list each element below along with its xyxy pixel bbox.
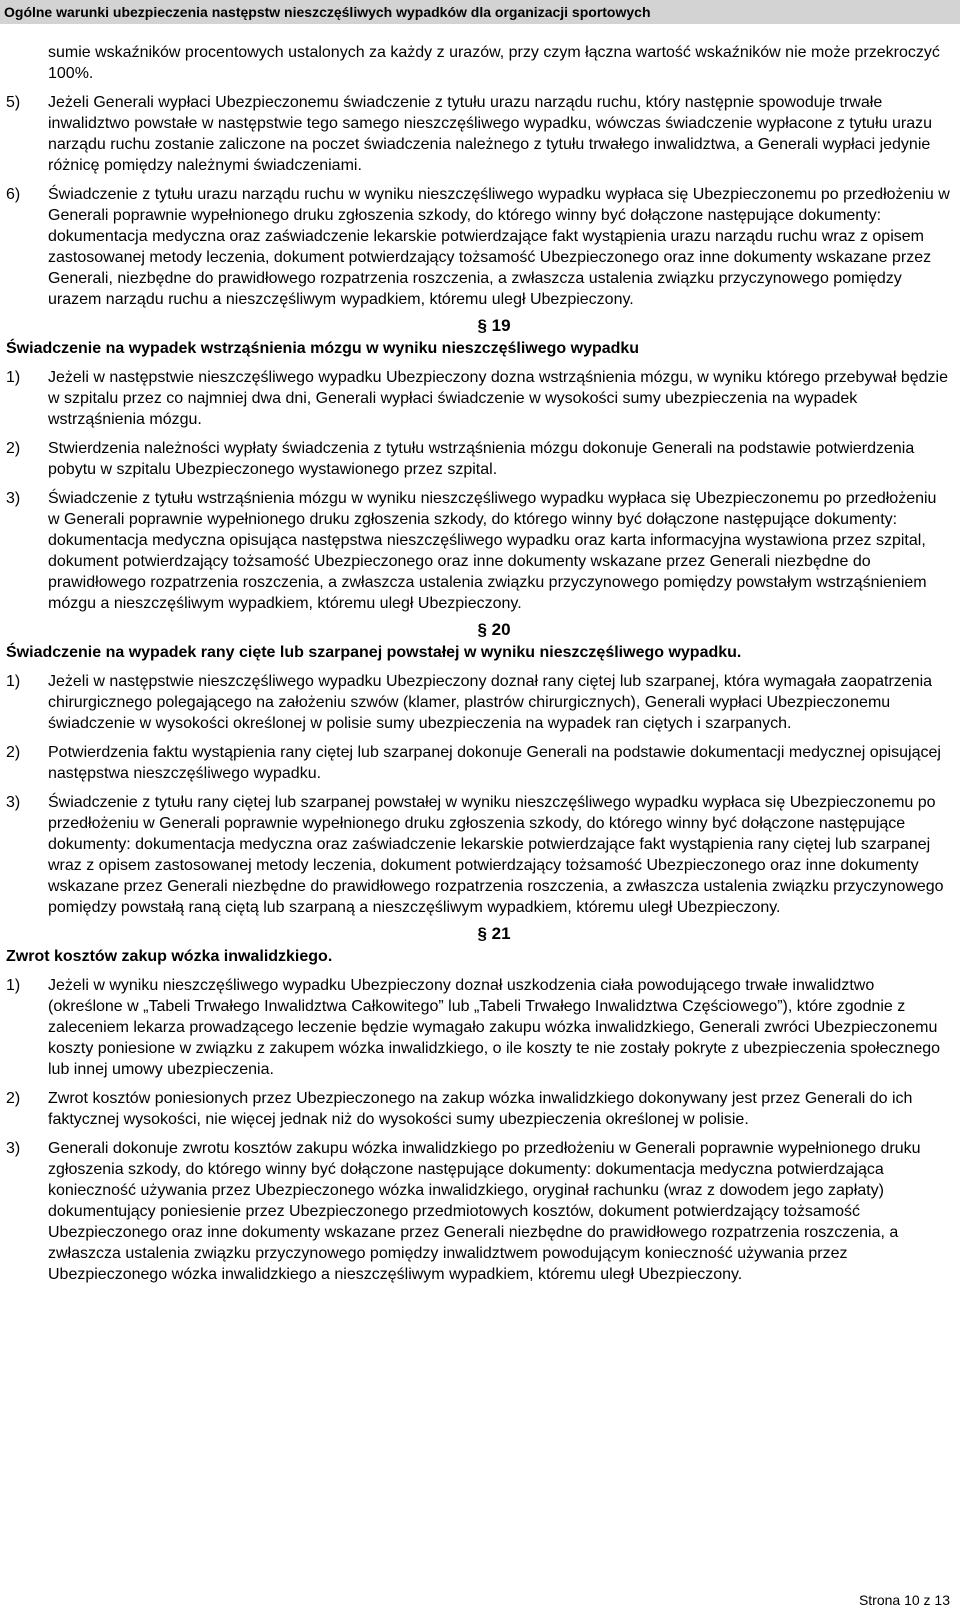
list-item-text: Jeżeli w następstwie nieszczęśliwego wypadku Ubezpieczony dozna wstrząśnienia mózgu, w wyniku którego przebywał będzie w szpitalu przez co najmniej dwa dni, Generali wypłaci świadczenie w wysokości sumy ubezpieczenia na wypadek wstrząśnienia mózgu. <box>48 369 948 428</box>
list-item-text: Stwierdzenia należności wypłaty świadczenia z tytułu wstrząśnienia mózgu dokonuje Generali na podstawie potwierdzenia pobytu w szpitalu Ubezpieczonego wystawionego przez szpital. <box>48 440 915 478</box>
list-item-number: 2) <box>6 1090 21 1107</box>
list-item <box>6 488 950 614</box>
document-header <box>0 0 960 24</box>
section-number: § 19 <box>477 316 511 335</box>
list-item-number: 1) <box>6 673 21 690</box>
list-item-text: Świadczenie z tytułu urazu narządu ruchu w wyniku nieszczęśliwego wypadku wypłaca się Ubezpieczonemu po przedłożeniu w Generali poprawnie wypełnionego druku zgłoszenia szkody, do którego winny być dołączone następujące dokumenty: dokumentacja medyczna oraz zaświadczenie lekarskie potwierdzające fakt wystąpienia urazu narządu ruchu wraz z opisem zastosowanej metody leczenia, dokument potwierdzający tożsamość Ubezpieczonego oraz inne dokumenty wskazane przez Generali, niezbędne do prawidłowego rozpatrzenia roszczenia, a zwłaszcza ustalenia związku przyczynowego pomiędzy urazem narządu ruchu a nieszczęśliwym wypadkiem, któremu uległ Ubezpieczony. <box>48 186 950 308</box>
list-item <box>6 792 950 918</box>
list-item-number: 1) <box>6 977 21 994</box>
list-item-text: Jeżeli w wyniku nieszczęśliwego wypadku Ubezpieczony doznał uszkodzenia ciała powodującego trwałe inwalidztwo (określone w „Tabeli Trwałego Inwalidztwa Całkowitego” lub „Tabeli Trwałego Inwalidztwa Częściowego”), które zgodnie z zaleceniem lekarza prowadzącego leczenie będzie wymagało zakupu wózka inwalidzkiego, Generali zwróci Ubezpieczonemu koszty poniesione w związku z zakupem wózka inwalidzkiego, o ile koszty te nie zostały pokryte z ubezpieczenia społecznego lub innej umowy ubezpieczenia. <box>48 977 941 1078</box>
list-item <box>6 742 950 784</box>
list-item-number: 3) <box>6 794 21 811</box>
list-item <box>6 92 950 176</box>
intro-paragraph: sumie wskaźników procentowych ustalonych za każdy z urazów, przy czym łączna wartość wskaźników nie może przekroczyć 100%. <box>48 44 940 82</box>
list-item-text: Świadczenie z tytułu rany ciętej lub szarpanej powstałej w wyniku nieszczęśliwego wypadku wypłaca się Ubezpieczonemu po przedłożeniu w Generali poprawnie wypełnionego druku zgłoszenia szkody, do którego winny być dołączone następujące dokumenty: dokumentacja medyczna oraz zaświadczenie lekarskie potwierdzające fakt wystąpienia rany ciętej lub szarpanej wraz z opisem zastosowanej metody leczenia, dokument potwierdzający tożsamość Ubezpieczonego oraz inne dokumenty wskazane przez Generali niezbędne do prawidłowego rozpatrzenia roszczenia, a zwłaszcza ustalenia związku przyczynowego pomiędzy powstałą raną ciętą lub szarpaną a nieszczęśliwym wypadkiem, któremu uległ Ubezpieczony. <box>48 794 944 916</box>
section-heading: Świadczenie na wypadek rany cięte lub szarpanej powstałej w wyniku nieszczęśliwego wypadku. <box>6 644 742 661</box>
section-number: § 21 <box>477 924 511 943</box>
list-item <box>6 1138 950 1285</box>
list-item <box>6 1088 950 1130</box>
list-item-text: Zwrot kosztów poniesionych przez Ubezpieczonego na zakup wózka inwalidzkiego dokonywany jest przez Generali do ich faktycznej wysokości, nie więcej jednak niż do wysokości sumy ubezpieczenia określonej w polisie. <box>48 1090 913 1128</box>
list-item-number: 2) <box>6 744 21 761</box>
list-item-text: Jeżeli Generali wypłaci Ubezpieczonemu świadczenie z tytułu urazu narządu ruchu, który następnie spowoduje trwałe inwalidztwo powstałe w następstwie tego samego nieszczęśliwego wypadku, wówczas świadczenie wypłacone z tytułu urazu narządu ruchu zostanie zaliczone na poczet świadczenia należnego z tytułu trwałego inwalidztwa, a Generali wypłaci jedynie różnicę pomiędzy należnymi świadczeniami. <box>48 94 932 174</box>
list-item-number: 2) <box>6 440 21 457</box>
section-heading: Zwrot kosztów zakup wózka inwalidzkiego. <box>6 948 333 965</box>
page-number: Strona 10 z 13 <box>858 1592 950 1608</box>
section-number: § 20 <box>477 620 511 639</box>
list-item-number: 1) <box>6 369 21 386</box>
section-heading: Świadczenie na wypadek wstrząśnienia mózgu w wyniku nieszczęśliwego wypadku <box>6 340 640 357</box>
list-item <box>6 671 950 734</box>
document-title: Ogólne warunki ubezpieczenia następstw nieszczęśliwych wypadków dla organizacji sportowych <box>4 4 651 20</box>
list-item-number: 3) <box>6 490 21 507</box>
list-item-text: Jeżeli w następstwie nieszczęśliwego wypadku Ubezpieczony doznał rany ciętej lub szarpanej, która wymagała zaopatrzenia chirurgicznego polegającego na założeniu szwów (klamer, plastrów chirurgicznych), Generali wypłaci Ubezpieczonemu świadczenie w wysokości określonej w polisie sumy ubezpieczenia na wypadek ran ciętych i szarpanych. <box>48 673 933 732</box>
list-item-text: Generali dokonuje zwrotu kosztów zakupu wózka inwalidzkiego po przedłożeniu w Generali poprawnie wypełnionego druku zgłoszenia szkody, do którego winny być dołączone następujące dokumenty: dokumentacja medyczna potwierdzająca konieczność używania przez Ubezpieczonego wózka inwalidzkiego, oryginał rachunku (wraz z dowodem jego zapłaty) dokumentujący poniesienie przez Ubezpieczonego przedmiotowych kosztów, dokument potwierdzający tożsamość Ubezpieczonego oraz inne dokumenty wskazane przez Generali niezbędne do prawidłowego rozpatrzenia roszczenia, a zwłaszcza ustalenia związku przyczynowego pomiędzy inwalidztwem powodującym konieczność używania przez Ubezpieczonego wózka inwalidzkiego a nieszczęśliwym wypadkiem, któremu uległ Ubezpieczony. <box>48 1140 921 1283</box>
list-item <box>6 438 950 480</box>
list-item <box>6 184 950 310</box>
list-item-number: 6) <box>6 186 21 203</box>
list-item <box>6 975 950 1080</box>
list-item-number: 5) <box>6 94 21 111</box>
list-item-text: Potwierdzenia faktu wystąpienia rany ciętej lub szarpanej dokonuje Generali na podstawie dokumentacji medycznej opisującej następstwa nieszczęśliwego wypadku. <box>48 744 941 782</box>
list-item-text: Świadczenie z tytułu wstrząśnienia mózgu w wyniku nieszczęśliwego wypadku wypłaca się Ubezpieczonemu po przedłożeniu w Generali poprawnie wypełnionego druku zgłoszenia szkody, do którego winny być dołączone następujące dokumenty: dokumentacja medyczna opisująca następstwa nieszczęśliwego wypadku oraz karta informacyjna wystawiona przez szpital, dokument potwierdzający tożsamość Ubezpieczonego oraz inne dokumenty wskazane przez Generali niezbędne do prawidłowego rozpatrzenia roszczenia, a zwłaszcza ustalenia związku przyczynowego pomiędzy powstałym wstrząśnieniem mózgu a nieszczęśliwym wypadkiem, któremu uległ Ubezpieczony. <box>48 490 937 612</box>
list-item-number: 3) <box>6 1140 21 1157</box>
list-item <box>6 367 950 430</box>
document-body <box>6 42 950 1285</box>
